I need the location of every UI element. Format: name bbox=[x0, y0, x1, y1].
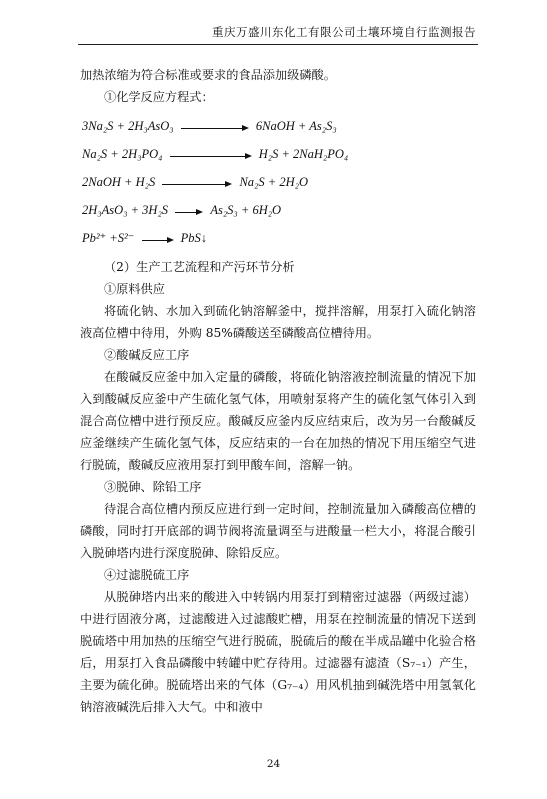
page-header bbox=[80, 24, 476, 40]
equation-rhs: 6NaOH + As₂S₃ bbox=[255, 119, 337, 133]
equation-list bbox=[82, 112, 476, 252]
equation-rhs: PbS↓ bbox=[180, 231, 208, 245]
header-title: 重庆万盛川东化工有限公司土壤环境自行监测报告 bbox=[212, 25, 476, 39]
step-text: 待混合高位槽内预反应进行到一定时间，控制流量加入磷酸高位槽的磷酸，同时打开底部的调节阀将流量调至与进酸量一栏大小，将混合酸引入脱砷塔内进行深度脱砷、除铅反应。 bbox=[80, 502, 476, 560]
page-number: 24 bbox=[266, 758, 281, 770]
step-text: 从脱砷塔内出来的酸进入中转锅内用泵打到精密过滤器（两级过滤）中进行固液分离，过滤酸进入过滤酸贮槽，用泵在控制流量的情况下送到脱硫塔中用加热的压缩空气进行脱硫，脱硫后的酸在半成品罐中化验合格后，用泵打入食品磷酸中转罐中贮存待用。过滤器有滤渣（S₇₋₁）产生，主要为硫化砷。脱硫塔出来的气体（G₇₋₄）用风机抽到碱洗塔中用氢氧化钠溶液碱洗后排入大气。中和液中 bbox=[80, 590, 476, 714]
section-heading: （2）生产工艺流程和产污环节分析 bbox=[104, 260, 295, 274]
equation-lhs: 2NaOH + H₂S bbox=[82, 175, 156, 189]
intro-line: 加热浓缩为符合标准或要求的食品添加级磷酸。 bbox=[80, 68, 336, 82]
equation-4 bbox=[82, 196, 476, 224]
equation-2 bbox=[82, 140, 476, 168]
equations-heading: ①化学反应方程式： bbox=[104, 90, 214, 104]
equation-1 bbox=[82, 112, 476, 140]
page-body bbox=[80, 64, 476, 718]
equation-rhs: As₂S₃ + 6H₂O bbox=[210, 203, 282, 217]
equation-rhs: H₂S + 2NaH₂PO₄ bbox=[258, 147, 349, 161]
reaction-arrow-icon bbox=[170, 141, 252, 169]
step-text: 将硫化钠、水加入到硫化钠溶解釜中，搅拌溶解，用泵打入硫化钠溶液高位槽中待用，外购 85%磷酸送至磷酸高位槽待用。 bbox=[80, 304, 476, 340]
equation-5 bbox=[82, 224, 476, 252]
reaction-arrow-icon bbox=[162, 169, 232, 197]
reaction-arrow-icon bbox=[142, 225, 174, 253]
header-rule bbox=[78, 44, 478, 45]
equation-rhs: Na₂S + 2H₂O bbox=[239, 175, 308, 189]
step-title: ②酸碱反应工序 bbox=[104, 348, 190, 362]
reaction-arrow-icon bbox=[181, 113, 249, 141]
equation-lhs: 3Na₂S + 2H₃AsO₃ bbox=[82, 119, 174, 133]
equation-lhs: Pb²⁺ +S²⁻ bbox=[82, 231, 135, 245]
equation-lhs: Na₂S + 2H₃PO₄ bbox=[82, 147, 163, 161]
step-text: 在酸碱反应釜中加入定量的磷酸，将硫化钠溶液控制流量的情况下加入到酸碱反应釜中产生硫化氢气体，用喷射泵将产生的硫化氢气体引入到混合高位槽中进行预反应。酸碱反应釜内反应结束后，改为另一台酸碱反应釜继续产生硫化氢气体，反应结束的一台在加热的情况下用压缩空气进行脱硫，酸碱反应液用泵打到甲酸车间，溶解一钠。 bbox=[80, 370, 476, 472]
reaction-arrow-icon bbox=[175, 197, 203, 225]
equation-3 bbox=[82, 168, 476, 196]
step-title: ③脱砷、除铅工序 bbox=[104, 480, 202, 494]
step-title: ④过滤脱硫工序 bbox=[104, 568, 190, 582]
equation-lhs: 2H₃AsO₃ + 3H₂S bbox=[82, 203, 169, 217]
step-title: ①原料供应 bbox=[104, 282, 165, 296]
